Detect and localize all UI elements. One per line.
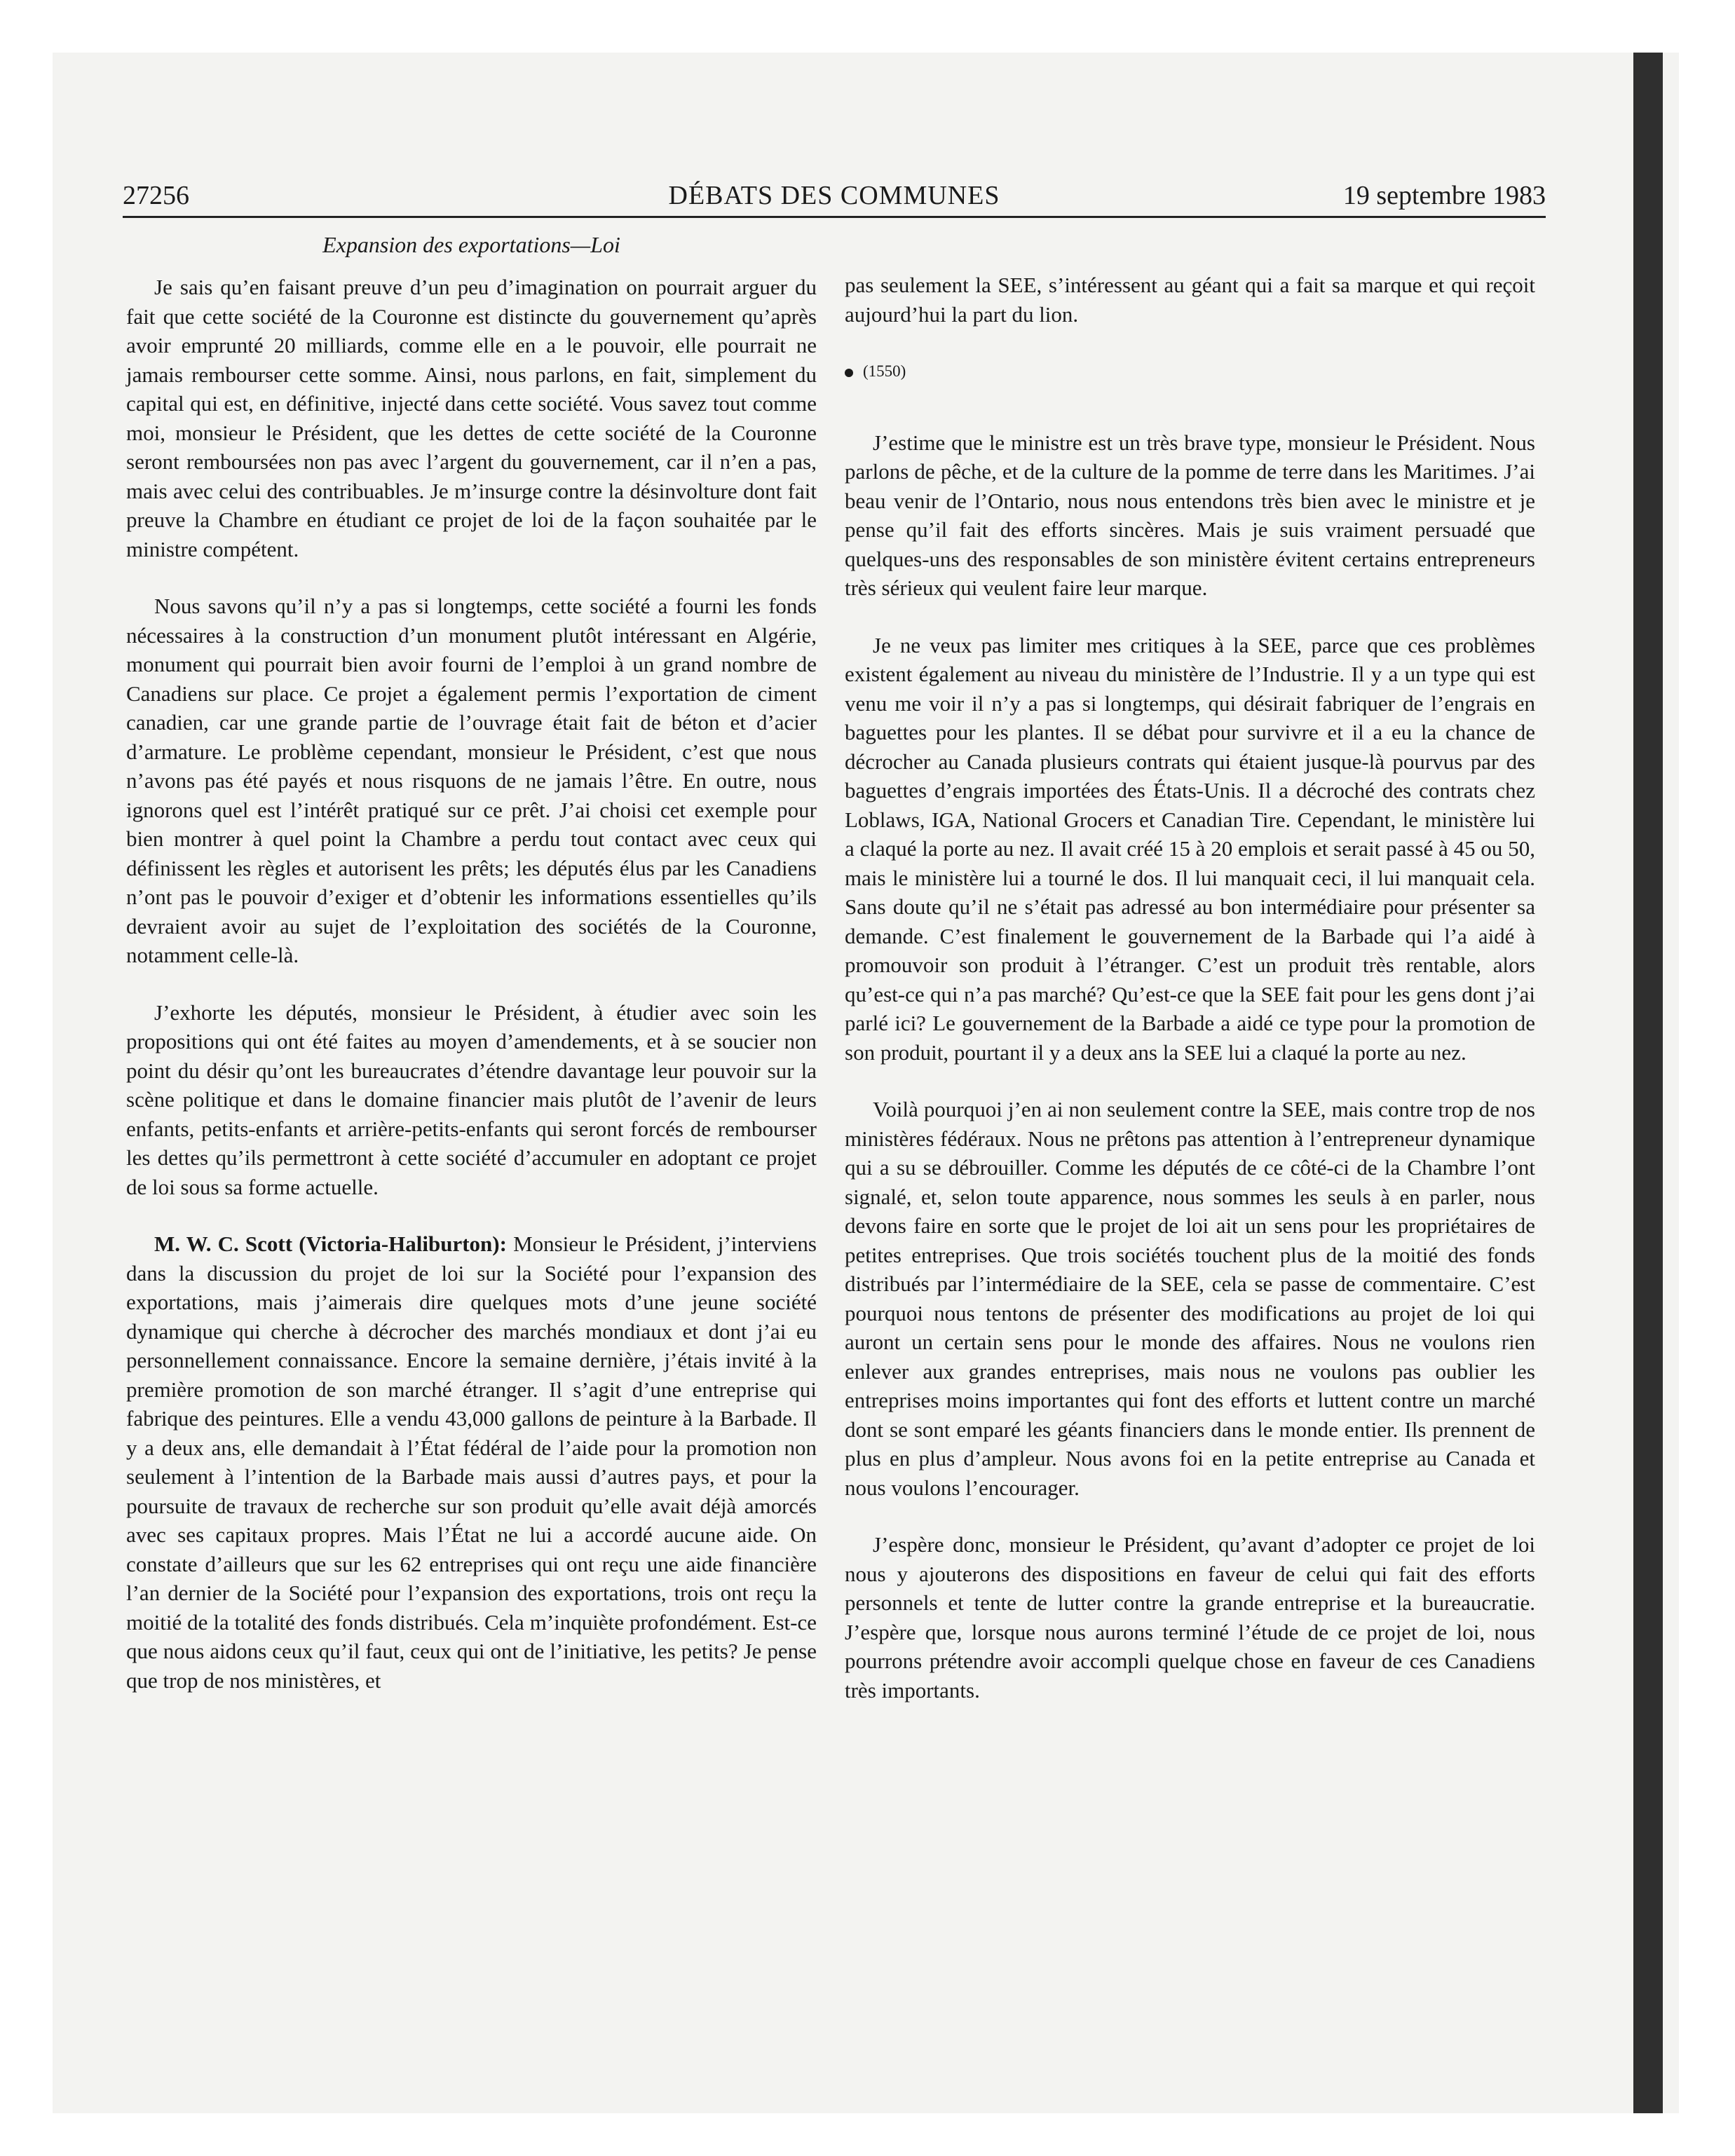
left-column — [126, 228, 817, 1723]
page-date: 19 septembre 1983 — [1342, 181, 1546, 210]
paragraph: J’exhorte les députés, monsieur le Président, à étudier avec soin les propositions qui ont été faites au moyen d’amendements, et à se soucier non point du désir qu’ont les bureaucrates d’étendre davantage leur pouvoir sur la scène politique et dans le domaine financier mais plutôt de l’avenir de leurs enfants, petits-enfants et arrière-petits-enfants qui seront forcés de rembourser les dettes qu’ils permettront à cette société d’accumuler en adoptant ce projet de loi sous sa forme actuelle. — [126, 999, 817, 1199]
page-header — [123, 175, 1546, 218]
speaker-text: Monsieur le Président, j’interviens dans la discussion du projet de loi sur la Société pour l’expansion des exportations, mais j’aimerais dire quelques mots d’une jeune société dynamique qui cherche à décrocher des marchés mondiaux et dont j’ai eu personnellement connaissance. Encore la semaine dernière, j’étais invité à la première promotion de son marché étranger. Il s’agit d’une entreprise qui fabrique des peintures. Elle a vendu 43,000 gallons de peinture à la Barbade. Il y a deux ans, elle demandait à l’État fédéral de l’aide pour la promotion non seulement à l’intention de la Barbade mais aussi d’autres pays, et pour la poursuite de travaux de recherche sur son produit qu’elle avait déjà amorcés avec ses capitaux propres. Mais l’État ne lui a accordé aucune aide. On constate d’ailleurs que sur les 62 entreprises qui ont reçu une aide financière l’an dernier de la Société pour l’expansion des exportations, trois ont reçu la moitié de la totalité des fonds distribués. Cela m’inquiète profondément. Est-ce que nous aidons ceux qu’il faut, ceux qui ont de l’initiative, les petits? Je pense que trop de nos ministères, et — [126, 1231, 817, 1693]
page-number: 27256 — [123, 181, 189, 210]
paragraph-continued: pas seulement la SEE, s’intéressent au géant qui a fait sa marque et qui reçoit aujourd’hui la part du lion. — [845, 273, 1535, 327]
paragraph: Nous savons qu’il n’y a pas si longtemps, cette société a fourni les fonds nécessaires à la construction d’un monument plutôt intéressant en Algérie, monument qui pourrait bien avoir fourni de l’emploi à un grand nombre de Canadiens sur place. Ce projet a également permis l’exportation de ciment canadien, car une grande partie de l’ouvrage était fait de béton et d’acier d’armature. Le problème cependant, monsieur le Président, c’est que nous n’avons pas été payés et nous risquons de ne jamais l’être. En outre, nous ignorons quel est l’intérêt pratiqué sur ce prêt. J’ai choisi cet exemple pour bien montrer à quel point la Chambre a perdu tout contact avec ceux qui définissent les règles et autorisent les prêts; les députés élus par les Canadiens n’ont pas le pouvoir d’exiger et d’obtenir les informations essentielles qu’ils devraient avoir au sujet de l’exploitation des sociétés de la Couronne, notamment celle-là. — [126, 594, 817, 967]
right-column — [845, 271, 1535, 1733]
speaker-name: M. W. C. Scott (Victoria-Haliburton): — [154, 1231, 507, 1256]
binding-edge — [1633, 53, 1663, 2113]
speaker-paragraph — [126, 1229, 817, 1695]
paragraph: Je ne veux pas limiter mes critiques à la SEE, parce que ces problèmes existent également au niveau du ministère de l’Industrie. Il y a un type qui est venu me voir il n’y a pas si longtemps, qui désirait fabriquer de l’engrais en baguettes pour les plantes. Il se débat pour survivre et il a eu la chance de décrocher au Canada plusieurs contrats qui étaient jusque-là pourvus par des baguettes d’engrais importées des États-Unis. Il a décroché des contrats chez Loblaws, IGA, National Grocers et Canadian Tire. Cependant, le ministère lui a claqué la porte au nez. Il avait créé 15 à 20 emplois et serait passé à 45 ou 50, mais le ministère lui a tourné le dos. Il lui manquait ceci, il lui manquait cela. Sans doute qu’il ne s’était pas adressé au bon intermédiaire pour présenter sa demande. C’est finalement le gouvernement de la Barbade qui l’a aidé à promouvoir son produit à l’étranger. C’est un produit très rentable, alors qu’est-ce qui n’a pas marché? Qu’est-ce que la SEE fait pour les gens dont j’ai parlé ici? Le gouvernement de la Barbade a aidé ce type pour la promotion de son produit, pourtant il y a deux ans la SEE lui a claqué la porte au nez. — [845, 632, 1535, 1065]
paragraph: Je sais qu’en faisant preuve d’un peu d’imagination on pourrait arguer du fait que cette société de la Couronne est distincte du gouvernement qu’après avoir emprunté 20 milliards, comme elle en a le pouvoir, elle pourrait ne jamais rembourser cette somme. Ainsi, nous parlons, en fait, simplement du capital qui est, en définitive, injecté dans cette société. Vous savez tout comme moi, monsieur le Président, que les dettes de cette société de la Couronne seront remboursées non pas avec l’argent du gouvernement, car il n’en a pas, mais avec celui des contribuables. Je m’insurge contre la désinvolture dont fait preuve la Chambre en étudiant ce projet de loi de la façon souhaitée par le ministre compétent. — [126, 275, 817, 561]
paragraph: J’espère donc, monsieur le Président, qu’avant d’adopter ce projet de loi nous y ajouterons des dispositions en faveur de celui qui fait des efforts personnels et tente de lutter contre la grande entreprise et la bureaucratie. J’espère que, lorsque nous aurons terminé l’étude de ce projet de loi, nous pourrons prétendre avoir accompli quelque chose en faveur de ces Canadiens très importants. — [845, 1532, 1535, 1703]
bullet-icon — [845, 369, 853, 377]
paragraph: J’estime que le ministre est un très brave type, monsieur le Président. Nous parlons de pêche, et de la culture de la pomme de terre dans les Maritimes. J’ai beau venir de l’Ontario, nous nous entendons très bien avec le ministre et je pense qu’il fait des efforts sincères. Mais je suis vraiment persuadé que quelques-uns des responsables de son ministère évitent certains entrepreneurs très sérieux qui veulent faire leur marque. — [845, 430, 1535, 600]
running-head: Expansion des exportations—Loi — [322, 232, 620, 257]
time-marker-text: (1550) — [863, 362, 906, 380]
time-marker — [845, 357, 1535, 386]
publication-title: DÉBATS DES COMMUNES — [668, 181, 1000, 210]
paragraph: Voilà pourquoi j’en ai non seulement contre la SEE, mais contre trop de nos ministères fédéraux. Nous ne prêtons pas attention à l’entrepreneur dynamique qui a su se débrouiller. Comme les députés de ce côté-ci de la Chambre l’ont signalé, et, selon toute apparence, nous sommes les seuls à en parler, nous devons faire en sorte que le projet de loi ait un sens pour les propriétaires de petites entreprises. Que trois sociétés touchent plus de la moitié des fonds distribués par l’intermédiaire de la SEE, cela se passe de commentaire. C’est pourquoi nous tentons de présenter des modifications au projet de loi qui auront un certain sens pour le monde des affaires. Nous ne voulons rien enlever aux grandes entreprises, mais nous ne voulons pas oublier les entreprises moins importantes qui font des efforts et luttent contre un marché dont se sont emparé les géants financiers dans le monde entier. Ils prennent de plus en plus d’ampleur. Nous avons foi en la petite entreprise au Canada et nous voulons l’encourager. — [845, 1097, 1535, 1500]
